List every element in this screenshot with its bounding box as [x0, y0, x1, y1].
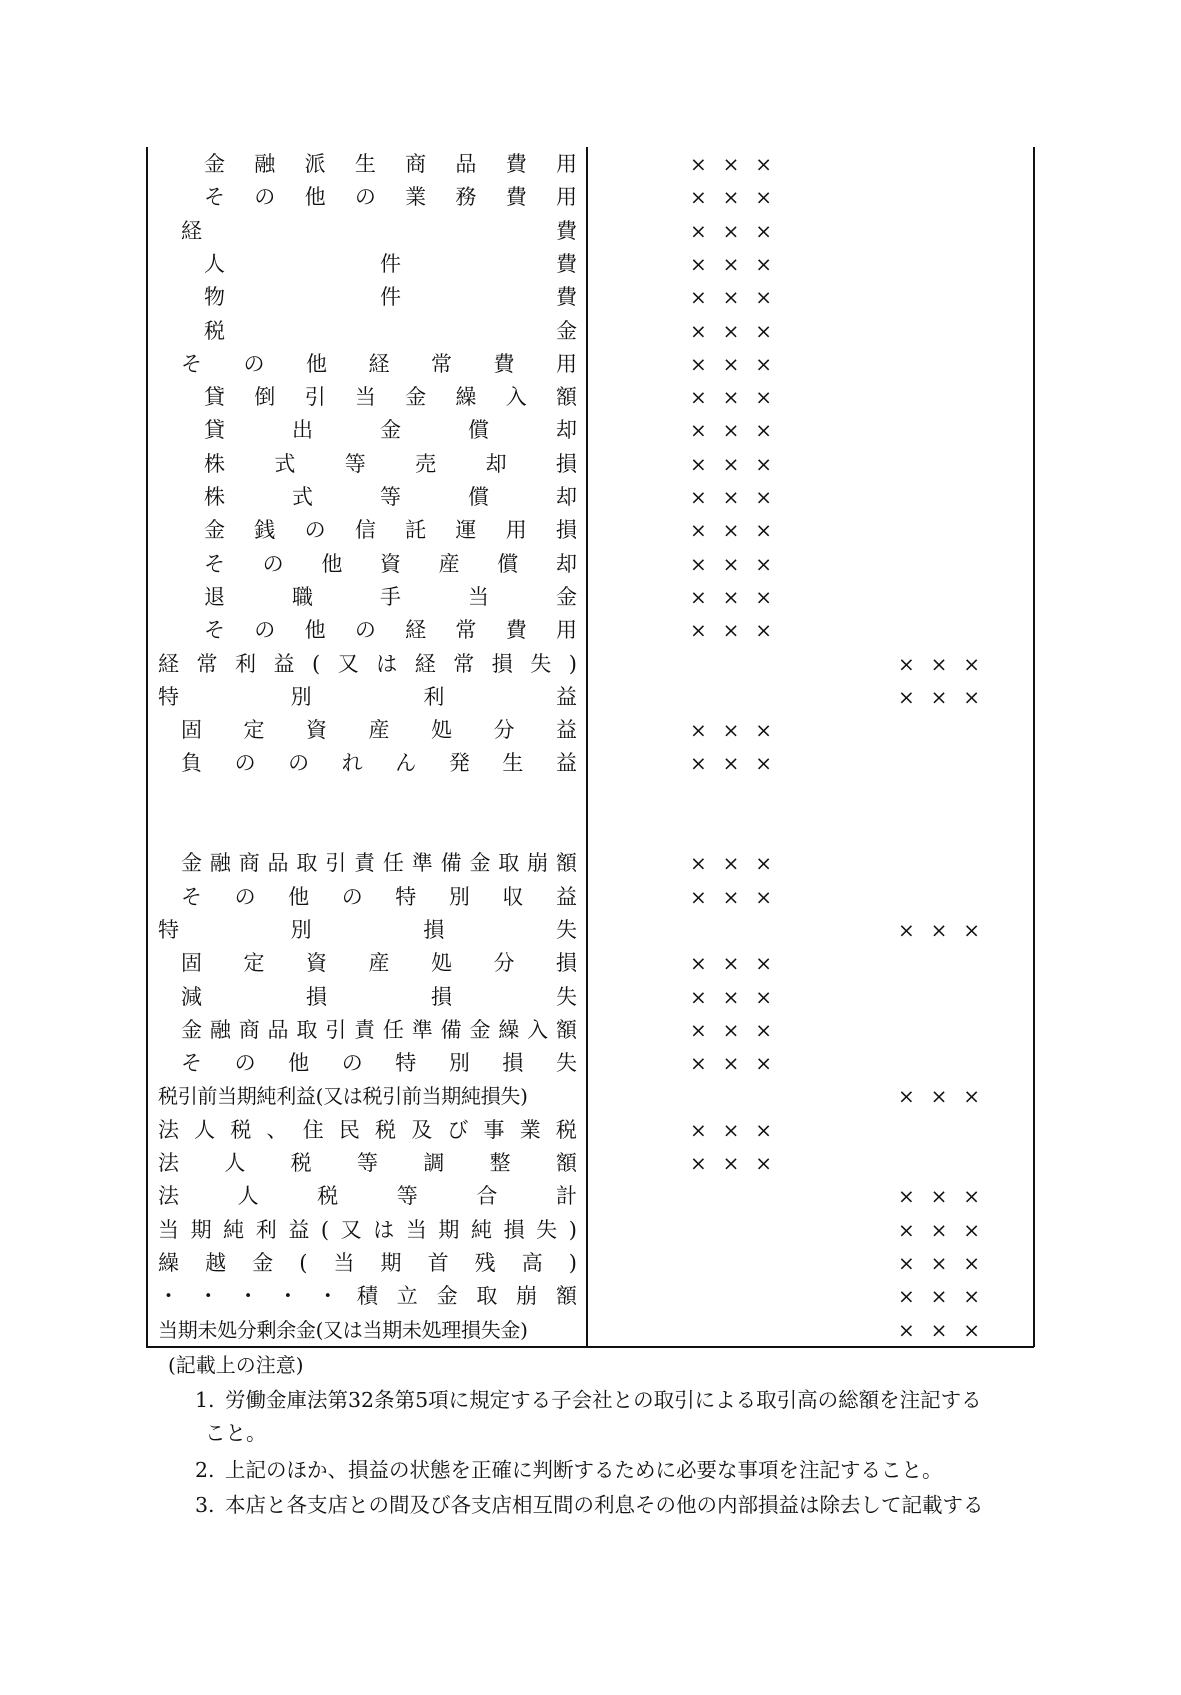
- table-row: [0, 814, 1181, 847]
- table-row: [0, 1214, 1181, 1247]
- note-text: 上記のほか、損益の状態を正確に判断するために必要な事項を注記すること。: [225, 1458, 943, 1482]
- amount-detail: × × ×: [690, 485, 772, 509]
- table-row: [0, 747, 1181, 780]
- row-label: 貸 出 金 償 却: [204, 418, 577, 443]
- amount-total: × × ×: [898, 1284, 980, 1309]
- table-row: [0, 781, 1181, 814]
- table-row: [0, 315, 1181, 348]
- row-label: 貸 倒 引 当 金 繰 入 額: [204, 385, 577, 410]
- table-row: [0, 947, 1181, 980]
- table-row: [0, 148, 1181, 181]
- amount-total: × × ×: [898, 651, 980, 676]
- amount-detail: × × ×: [690, 718, 772, 743]
- notes-heading: (記載上の注意): [168, 1353, 304, 1377]
- table-row: [0, 881, 1181, 914]
- amount-detail: × × ×: [690, 285, 772, 310]
- amount-total: × × ×: [898, 1217, 980, 1242]
- amount-detail: × × ×: [690, 884, 772, 909]
- row-label: 当 期 純 利 益 ( 又 は 当 期 純 損 失 ): [158, 1217, 577, 1242]
- table-row: [0, 981, 1181, 1014]
- amount-detail: × × ×: [690, 251, 772, 276]
- table-row: [0, 1080, 1181, 1113]
- amount-detail: × × ×: [690, 751, 772, 776]
- table-row: [0, 1247, 1181, 1280]
- table-row: [0, 1280, 1181, 1313]
- row-label: そ の 他 の 業 務 費 用: [204, 185, 577, 210]
- row-label: そ の 他 資 産 償 却: [204, 551, 577, 576]
- table-row: [0, 414, 1181, 447]
- amount-detail: × × ×: [690, 385, 772, 410]
- row-label: 特 別 利 益: [158, 684, 577, 709]
- table-row: [0, 281, 1181, 314]
- row-label: 人 件 費: [204, 251, 577, 276]
- table-row: [0, 514, 1181, 547]
- row-label: 固 定 資 産 処 分 益: [181, 718, 577, 743]
- row-label: 繰 越 金 ( 当 期 首 残 高 ): [158, 1250, 577, 1275]
- amount-detail: × × ×: [690, 318, 772, 343]
- table-row: [0, 1180, 1181, 1213]
- amount-total: × × ×: [898, 1184, 980, 1209]
- amount-total: × × ×: [898, 917, 980, 942]
- row-label: 税 金: [204, 318, 577, 343]
- amount-detail: × × ×: [690, 551, 772, 576]
- note-number: 2.: [195, 1458, 215, 1482]
- amount-detail: × × ×: [690, 451, 772, 476]
- row-label: 法 人 税 等 合 計: [158, 1184, 577, 1209]
- table-row: [0, 714, 1181, 747]
- row-label: ・ ・ ・ ・ ・ 積 立 金 取 崩 額: [158, 1284, 577, 1309]
- row-label: 税引前当期純利益(又は税引前当期純損失): [158, 1084, 528, 1109]
- table-row: [0, 914, 1181, 947]
- row-label: 減 損 損 失: [181, 984, 577, 1009]
- amount-detail: × × ×: [690, 518, 772, 543]
- amount-detail: × × ×: [690, 618, 772, 643]
- table-row: [0, 648, 1181, 681]
- row-label: そ の 他 の 特 別 損 失: [181, 1051, 577, 1076]
- note-item: [195, 1453, 1035, 1488]
- note-text: 本店と各支店との間及び各支店相互間の利息その他の内部損益は除去して記載する: [225, 1493, 984, 1517]
- table-row: [0, 381, 1181, 414]
- note-item: [195, 1383, 1035, 1418]
- row-label: 株 式 等 償 却: [204, 485, 577, 509]
- amount-detail: × × ×: [690, 951, 772, 976]
- row-label: 金 融 商 品 取 引 責 任 準 備 金 繰 入 額: [181, 1017, 577, 1042]
- row-label: 法 人 税 等 調 整 額: [158, 1151, 577, 1175]
- row-label: 経 費: [181, 218, 577, 243]
- table-row: [0, 1147, 1181, 1180]
- table-row: [0, 1314, 1181, 1347]
- row-label: 負 の の れ ん 発 生 益: [181, 751, 577, 776]
- table-row: [0, 1047, 1181, 1080]
- row-label: 経 常 利 益 ( 又 は 経 常 損 失 ): [158, 651, 577, 676]
- amount-detail: × × ×: [690, 1017, 772, 1042]
- amount-total: × × ×: [898, 1084, 980, 1109]
- table-row: [0, 1014, 1181, 1047]
- amount-total: × × ×: [898, 1317, 980, 1342]
- row-label: 金 融 派 生 商 品 費 用: [204, 152, 577, 176]
- table-row: [0, 1114, 1181, 1147]
- table-row: [0, 481, 1181, 514]
- row-label: 退 職 手 当 金: [204, 584, 577, 609]
- row-label: 株 式 等 売 却 損: [204, 451, 577, 476]
- row-label: 特 別 損 失: [158, 917, 577, 942]
- row-label: 固 定 資 産 処 分 損: [181, 951, 577, 976]
- amount-detail: × × ×: [690, 984, 772, 1009]
- amount-detail: × × ×: [690, 1117, 772, 1142]
- table-row: [0, 248, 1181, 281]
- note-number: 1.: [195, 1388, 215, 1412]
- amount-detail: × × ×: [690, 152, 772, 176]
- table-row: [0, 548, 1181, 581]
- amount-total: × × ×: [898, 684, 980, 709]
- note-continuation: こと。: [205, 1421, 267, 1445]
- amount-total: × × ×: [898, 1250, 980, 1275]
- amount-detail: × × ×: [690, 1151, 772, 1175]
- table-row: [0, 847, 1181, 880]
- note-number: 3.: [195, 1493, 215, 1517]
- amount-detail: × × ×: [690, 851, 772, 876]
- amount-detail: × × ×: [690, 584, 772, 609]
- amount-detail: × × ×: [690, 218, 772, 243]
- note-text: 労働金庫法第32条第5項に規定する子会社との取引による取引高の総額を注記する: [225, 1388, 982, 1412]
- table-row: [0, 448, 1181, 481]
- row-label: 法 人 税 、 住 民 税 及 び 事 業 税: [158, 1117, 577, 1142]
- amount-detail: × × ×: [690, 351, 772, 376]
- table-row: [0, 581, 1181, 614]
- row-label: 金 銭 の 信 託 運 用 損: [204, 518, 577, 543]
- row-label: 物 件 費: [204, 285, 577, 310]
- amount-detail: × × ×: [690, 185, 772, 210]
- row-label: 当期未処分剰余金(又は当期未処理損失金): [158, 1317, 528, 1342]
- table-row: [0, 614, 1181, 647]
- table-row: [0, 681, 1181, 714]
- table-row: [0, 348, 1181, 381]
- row-label: そ の 他 の 経 常 費 用: [204, 618, 577, 643]
- amount-detail: × × ×: [690, 418, 772, 443]
- row-label: そ の 他 経 常 費 用: [181, 351, 577, 376]
- note-item: [195, 1488, 1035, 1523]
- row-label: そ の 他 の 特 別 収 益: [181, 884, 577, 909]
- table-row: [0, 215, 1181, 248]
- amount-detail: × × ×: [690, 1051, 772, 1076]
- row-label: 金 融 商 品 取 引 責 任 準 備 金 取 崩 額: [181, 851, 577, 876]
- table-row: [0, 181, 1181, 214]
